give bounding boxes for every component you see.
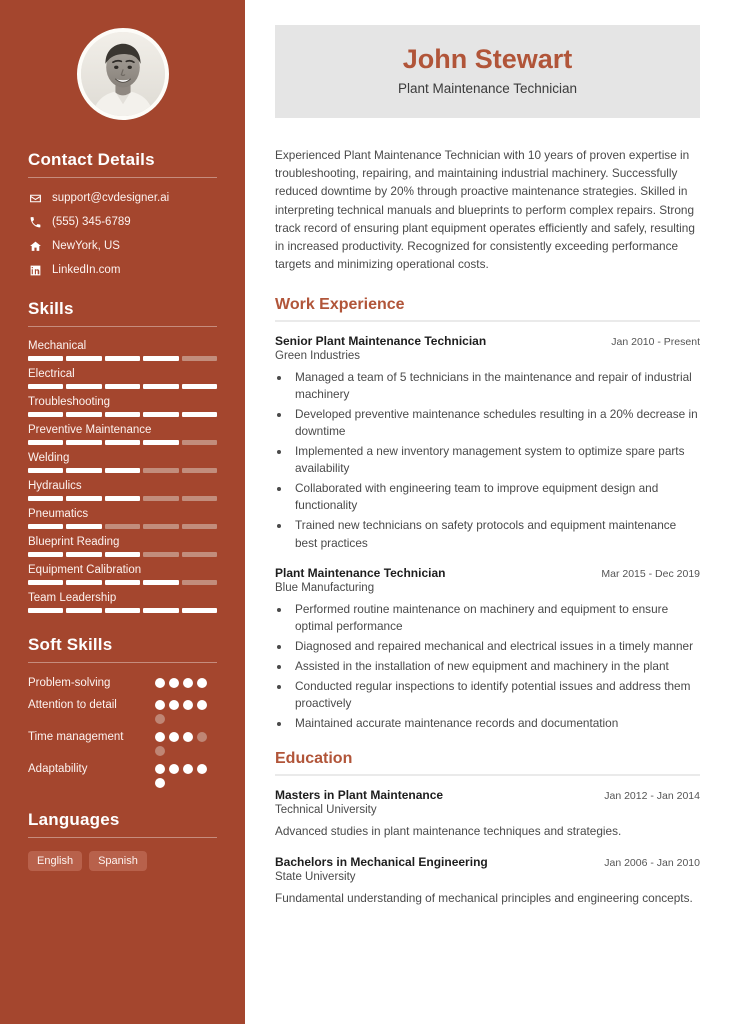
education-entry-list <box>275 788 700 907</box>
soft-skill-label: Problem-solving <box>28 677 111 689</box>
skill-row <box>28 452 217 473</box>
soft-skill-rating-dots <box>155 698 217 724</box>
skill-segment-filled <box>28 412 63 417</box>
rating-dot-filled <box>155 764 165 774</box>
phone-icon <box>28 215 42 229</box>
skill-label: Welding <box>28 452 70 464</box>
education-entry-title: Bachelors in Mechanical Engineering <box>275 854 488 869</box>
skill-row <box>28 340 217 361</box>
rating-dot-filled <box>169 732 179 742</box>
work-entry-bullets <box>291 369 700 552</box>
rating-dot-filled <box>197 678 207 688</box>
education-entry-date: Jan 2012 - Jan 2014 <box>604 790 700 803</box>
soft-skills-heading: Soft Skills <box>28 635 113 654</box>
skill-row <box>28 592 217 613</box>
skill-label: Team Leadership <box>28 592 117 604</box>
education-divider <box>275 774 700 776</box>
education-entry-institution: Technical University <box>275 804 377 817</box>
sidebar <box>0 0 245 1024</box>
linkedin-icon <box>28 263 42 277</box>
soft-skill-row <box>28 676 217 692</box>
work-experience-divider <box>275 320 700 322</box>
skill-segment-filled <box>28 524 63 529</box>
skill-level-bar <box>28 580 217 585</box>
skill-segment-filled <box>143 356 178 361</box>
contact-list <box>28 191 217 277</box>
envelope-icon <box>28 191 42 205</box>
work-entry-header <box>275 566 700 580</box>
skill-label: Hydraulics <box>28 480 82 492</box>
soft-skills-section <box>28 635 217 788</box>
skill-row <box>28 424 217 445</box>
page-title: John Stewart <box>402 44 573 74</box>
contact-location-label: NewYork, US <box>52 240 120 252</box>
rating-dot-empty <box>197 732 207 742</box>
skill-level-bar <box>28 468 217 473</box>
skill-segment-empty <box>143 524 178 529</box>
skill-label: Troubleshooting <box>28 396 111 408</box>
skill-segment-empty <box>143 496 178 501</box>
education-entry-date: Jan 2006 - Jan 2010 <box>604 856 700 869</box>
contact-email-label: support@cvdesigner.ai <box>52 192 170 204</box>
skill-segment-empty <box>182 440 217 445</box>
work-bullet: • Assisted in the installation of new equipment and machinery in the plant <box>291 658 700 675</box>
languages-section <box>28 810 217 871</box>
work-entry-list <box>275 334 700 733</box>
education-section <box>275 750 700 907</box>
education-entry-institution: State University <box>275 870 356 883</box>
skill-label: Blueprint Reading <box>28 536 120 548</box>
rating-dot-filled <box>183 732 193 742</box>
skill-segment-filled <box>143 440 178 445</box>
skill-segment-filled <box>66 524 101 529</box>
skill-segment-filled <box>143 384 178 389</box>
skill-segment-filled <box>66 552 101 557</box>
skill-level-bar <box>28 552 217 557</box>
soft-skill-row <box>28 730 217 756</box>
skill-row <box>28 368 217 389</box>
skill-segment-filled <box>143 608 178 613</box>
skill-label: Pneumatics <box>28 508 89 520</box>
skill-segment-filled <box>28 580 63 585</box>
soft-skill-row <box>28 762 217 788</box>
work-bullet: • Developed preventive maintenance schedules resulting in a 20% decrease in downtime <box>291 406 700 440</box>
language-tag[interactable]: English <box>28 851 82 871</box>
skill-segment-filled <box>28 608 63 613</box>
skill-level-bar <box>28 524 217 529</box>
work-entry-title: Senior Plant Maintenance Technician <box>275 333 487 348</box>
skill-row <box>28 480 217 501</box>
skills-list <box>28 340 217 613</box>
soft-skill-rating-dots <box>155 730 217 756</box>
name-card <box>275 25 700 118</box>
skill-segment-empty <box>182 552 217 557</box>
skill-segment-filled <box>66 608 101 613</box>
skill-segment-filled <box>143 580 178 585</box>
contact-item-email[interactable] <box>28 191 217 205</box>
skill-segment-filled <box>105 468 140 473</box>
soft-skills-divider <box>28 662 217 663</box>
rating-dot-filled <box>169 700 179 710</box>
skill-segment-filled <box>105 496 140 501</box>
soft-skills-list <box>28 676 217 788</box>
skill-label: Preventive Maintenance <box>28 424 152 436</box>
rating-dot-filled <box>155 732 165 742</box>
work-bullet: • Maintained accurate maintenance records and documentation <box>291 715 700 732</box>
contact-linkedin-label: LinkedIn.com <box>52 264 121 276</box>
avatar-wrapper <box>28 28 217 120</box>
skill-segment-empty <box>182 524 217 529</box>
skill-segment-filled <box>66 384 101 389</box>
education-entry-header <box>275 788 700 802</box>
skill-segment-filled <box>66 496 101 501</box>
skill-segment-filled <box>28 468 63 473</box>
soft-skill-row <box>28 698 217 724</box>
contact-item-location[interactable] <box>28 239 217 253</box>
work-bullet: • Conducted regular inspections to identify potential issues and address them proactively <box>291 678 700 712</box>
skill-segment-filled <box>28 496 63 501</box>
soft-skill-label: Adaptability <box>28 762 88 775</box>
work-entry-bullets <box>291 601 700 733</box>
skill-label: Mechanical <box>28 340 87 352</box>
work-entry-organization: Blue Manufacturing <box>275 581 375 594</box>
soft-skill-label: Attention to detail <box>28 698 117 711</box>
skill-segment-filled <box>105 608 140 613</box>
work-bullet: • Diagnosed and repaired mechanical and electrical issues in a timely manner <box>291 638 700 655</box>
rating-dot-empty <box>155 714 165 724</box>
rating-dot-filled <box>183 764 193 774</box>
rating-dot-filled <box>169 678 179 688</box>
work-bullet: • Managed a team of 5 technicians in the maintenance and repair of industrial machinery <box>291 369 700 403</box>
skill-segment-empty <box>182 356 217 361</box>
skill-segment-filled <box>182 412 217 417</box>
education-entry-description: Advanced studies in plant maintenance techniques and strategies. <box>275 824 622 839</box>
language-tag[interactable]: Spanish <box>89 851 147 871</box>
work-bullet: • Trained new technicians on safety protocols and equipment maintenance best practices <box>291 517 700 551</box>
skills-divider <box>28 326 217 327</box>
rating-dot-filled <box>183 678 193 688</box>
skill-segment-empty <box>182 468 217 473</box>
contact-phone-label: (555) 345-6789 <box>52 216 131 228</box>
education-entry <box>275 788 700 841</box>
work-entry-organization: Green Industries <box>275 349 361 362</box>
skill-segment-filled <box>105 412 140 417</box>
skill-level-bar <box>28 384 217 389</box>
education-entry-header <box>275 855 700 869</box>
skill-row <box>28 508 217 529</box>
portrait-photo-icon <box>81 32 165 116</box>
skill-level-bar <box>28 440 217 445</box>
contact-heading: Contact Details <box>28 150 155 169</box>
education-entry-description: Fundamental understanding of mechanical principles and engineering concepts. <box>275 890 693 905</box>
rating-dot-filled <box>197 700 207 710</box>
skill-segment-filled <box>28 356 63 361</box>
skill-segment-filled <box>66 356 101 361</box>
work-entry <box>275 334 700 552</box>
contact-item-phone[interactable] <box>28 215 217 229</box>
languages-divider <box>28 837 217 838</box>
work-experience-section <box>275 296 700 733</box>
skill-segment-empty <box>182 496 217 501</box>
skill-segment-filled <box>66 440 101 445</box>
skills-heading: Skills <box>28 299 74 318</box>
skill-segment-filled <box>182 384 217 389</box>
skill-segment-filled <box>66 468 101 473</box>
skill-segment-filled <box>66 580 101 585</box>
work-experience-heading: Work Experience <box>275 295 405 313</box>
skill-label: Electrical <box>28 368 75 380</box>
avatar <box>77 28 169 120</box>
skill-level-bar <box>28 608 217 613</box>
skill-segment-empty <box>143 468 178 473</box>
job-title: Plant Maintenance Technician <box>397 80 578 96</box>
skill-segment-filled <box>28 384 63 389</box>
work-entry <box>275 566 700 733</box>
skill-level-bar <box>28 496 217 501</box>
skill-segment-filled <box>105 440 140 445</box>
skill-segment-filled <box>182 608 217 613</box>
contact-divider <box>28 177 217 178</box>
contact-item-linkedin[interactable] <box>28 263 217 277</box>
skill-label: Equipment Calibration <box>28 564 142 576</box>
skill-segment-filled <box>143 412 178 417</box>
education-entry <box>275 855 700 908</box>
skill-segment-empty <box>105 524 140 529</box>
work-entry-title: Plant Maintenance Technician <box>275 565 446 580</box>
skill-level-bar <box>28 356 217 361</box>
contact-section <box>28 150 217 277</box>
skill-segment-empty <box>182 580 217 585</box>
rating-dot-filled <box>155 678 165 688</box>
rating-dot-filled <box>155 778 165 788</box>
skill-row <box>28 564 217 585</box>
skill-segment-filled <box>28 552 63 557</box>
skill-segment-filled <box>105 356 140 361</box>
education-entry-title: Masters in Plant Maintenance <box>275 788 444 803</box>
rating-dot-filled <box>169 764 179 774</box>
professional-summary: Experienced Plant Maintenance Technician with 10 years of proven expertise in troubleshooting, repairing, and maintaining industrial machinery. Successfully reduced downtime by 20% through proactive maintenance strategies. Skilled in interpreting technical manuals and blueprints to perform complex repairs. Strong track record of ensuring plant equipment operates efficiently and safely, resulting in increased productivity. Recognized for consistently exceeding performance targets and minimizing operational costs. <box>275 147 695 272</box>
education-heading: Education <box>275 750 353 768</box>
skill-segment-filled <box>66 412 101 417</box>
work-bullet: • Collaborated with engineering team to improve equipment design and functionality <box>291 480 700 514</box>
skill-row <box>28 396 217 417</box>
soft-skill-label: Time management <box>28 730 124 743</box>
work-bullet: • Performed routine maintenance on machinery and equipment to ensure optimal performance <box>291 601 700 635</box>
work-entry-header <box>275 334 700 348</box>
skill-segment-filled <box>105 580 140 585</box>
main-content <box>245 0 730 1024</box>
rating-dot-filled <box>155 700 165 710</box>
skill-row <box>28 536 217 557</box>
skill-segment-filled <box>105 552 140 557</box>
home-icon <box>28 239 42 253</box>
languages-heading: Languages <box>28 809 120 829</box>
work-entry-date: Jan 2010 - Present <box>611 335 700 348</box>
work-entry-date: Mar 2015 - Dec 2019 <box>601 567 700 580</box>
soft-skill-rating-dots <box>155 676 217 688</box>
soft-skill-rating-dots <box>155 762 217 788</box>
skills-section <box>28 299 217 613</box>
skill-segment-empty <box>143 552 178 557</box>
rating-dot-empty <box>155 746 165 756</box>
skill-segment-filled <box>105 384 140 389</box>
language-tag-list <box>28 851 217 871</box>
skill-level-bar <box>28 412 217 417</box>
skill-segment-filled <box>28 440 63 445</box>
rating-dot-filled <box>183 700 193 710</box>
rating-dot-filled <box>197 764 207 774</box>
work-bullet: • Implemented a new inventory management system to optimize spare parts availability <box>291 443 700 477</box>
